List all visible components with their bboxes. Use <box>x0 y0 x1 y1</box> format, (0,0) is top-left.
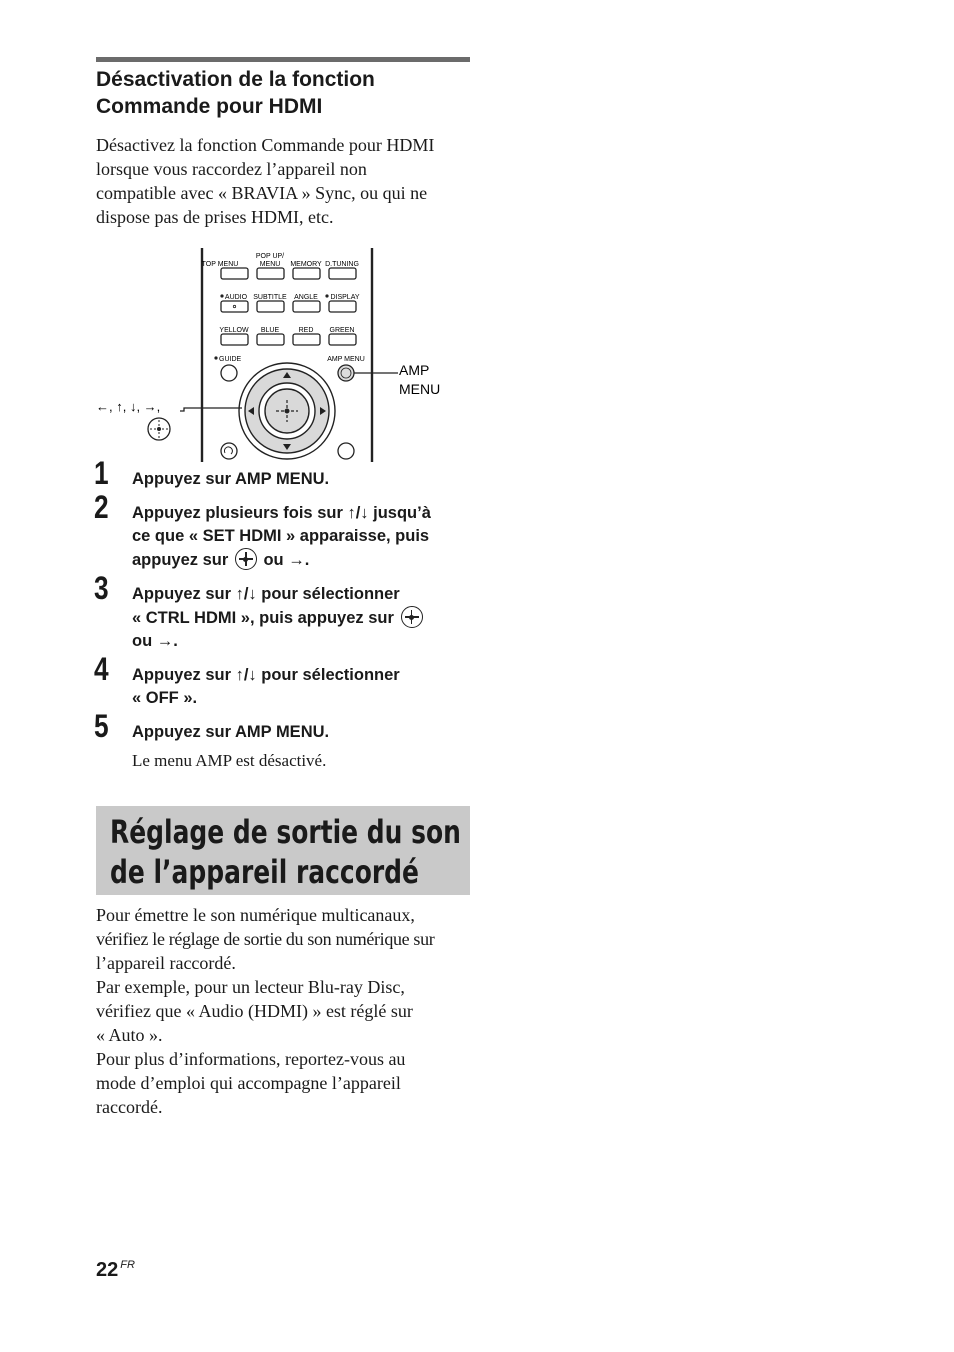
subtitle-label: SUBTITLE <box>253 294 287 301</box>
page-number-value: 22 <box>96 1259 119 1281</box>
blue-button <box>257 334 284 345</box>
body-line: « Auto ». <box>96 1025 163 1045</box>
top-menu-label: TOP MENU <box>201 261 239 268</box>
amp-menu-small-label: AMP MENU <box>327 356 365 363</box>
options-button <box>338 443 354 459</box>
heading-line-2: Commande pour HDMI <box>96 95 323 118</box>
dpad-enter-dot <box>285 409 290 414</box>
guide-dot <box>214 356 217 359</box>
section2-heading-box <box>96 806 470 895</box>
body-line: vérifiez le réglage de sortie du son numérique sur <box>96 929 435 949</box>
steps-list <box>94 455 474 773</box>
step-text: « CTRL HDMI », puis appuyez sur <box>132 609 394 627</box>
callout-enter-dot <box>157 427 161 431</box>
enter-icon <box>235 548 257 570</box>
display-button <box>329 301 356 312</box>
popup-label-1: POP UP/ <box>255 253 285 260</box>
amp-callout-line-2: MENU <box>399 381 441 397</box>
intro-line: dispose pas de prises HDMI, etc. <box>96 207 334 227</box>
step-2 <box>94 489 474 572</box>
step-text: ce que « SET HDMI » apparaisse, puis <box>132 527 430 545</box>
display-label: DISPLAY <box>330 294 360 301</box>
step-4 <box>94 651 474 710</box>
audio-label: AUDIO <box>224 294 248 301</box>
section2-paragraph <box>96 903 476 1119</box>
step-text: appuyez sur <box>132 551 229 569</box>
section2-heading <box>110 812 461 892</box>
display-dot <box>325 294 328 297</box>
dtuning-label: D.TUNING <box>325 261 359 268</box>
red-label: RED <box>298 327 314 334</box>
heading-line-1: Désactivation de la fonction <box>96 68 375 91</box>
step-text: Appuyez sur ↑/↓ pour sélectionner <box>132 666 400 684</box>
step-3 <box>94 570 474 653</box>
body-line: Pour plus d’informations, reportez-vous au <box>96 1049 406 1069</box>
section2-heading-line-2: de l’appareil raccordé <box>110 853 419 891</box>
amp-menu-button <box>338 365 354 381</box>
amp-callout-line-1: AMP <box>399 362 430 378</box>
intro-line: compatible avec « BRAVIA » Sync, ou qui ne <box>96 183 428 203</box>
guide-button <box>221 365 237 381</box>
top-menu-button <box>221 268 248 279</box>
step-text: ou →. <box>132 632 178 650</box>
step-number: 4 <box>94 651 109 687</box>
angle-label: ANGLE <box>294 294 318 301</box>
yellow-button <box>221 334 248 345</box>
return-button <box>221 443 237 459</box>
subtitle-button <box>257 301 284 312</box>
dtuning-button <box>329 268 356 279</box>
step-text: « OFF ». <box>132 689 198 707</box>
audio-button <box>221 301 248 312</box>
section2-heading-line-1: Réglage de sortie du son <box>110 813 461 851</box>
step-number: 5 <box>94 708 109 744</box>
popup-menu-button <box>257 268 284 279</box>
body-line: Par exemple, pour un lecteur Blu-ray Disc, <box>96 977 405 997</box>
arrows-callout-line <box>180 408 242 411</box>
memory-label: MEMORY <box>290 261 322 268</box>
step-number: 3 <box>94 570 109 606</box>
enter-icon <box>401 606 423 628</box>
step-text: Appuyez sur AMP MENU. <box>132 723 330 741</box>
yellow-label: YELLOW <box>219 327 249 334</box>
arrows-callout-label: ←, ↑, ↓, →, <box>96 399 161 414</box>
guide-label: GUIDE <box>219 356 242 363</box>
page-language-code: FR <box>120 1259 135 1271</box>
body-line: mode d’emploi qui accompagne l’appareil <box>96 1073 401 1093</box>
angle-button <box>293 301 320 312</box>
body-line: vérifiez que « Audio (HDMI) » est réglé sur <box>96 1001 413 1021</box>
intro-paragraph <box>96 133 476 229</box>
blue-label: BLUE <box>260 327 280 334</box>
red-button <box>293 334 320 345</box>
step-1 <box>94 455 474 491</box>
step-text: Appuyez sur AMP MENU. <box>132 470 330 488</box>
intro-line: lorsque vous raccordez l’appareil non <box>96 159 367 179</box>
page-number <box>96 1259 135 1282</box>
body-line: l’appareil raccordé. <box>96 953 236 973</box>
audio-tactile-dot <box>233 305 235 307</box>
step-number: 2 <box>94 489 109 525</box>
step-number: 1 <box>94 455 109 491</box>
section-top-rule <box>96 57 470 62</box>
remote-control-illustration <box>92 244 452 466</box>
intro-line: Désactivez la fonction Commande pour HDMI <box>96 135 435 155</box>
body-line: Pour émettre le son numérique multicanaux, <box>96 905 415 925</box>
step-text: ou →. <box>263 551 310 569</box>
step-text: Appuyez plusieurs fois sur ↑/↓ jusqu’à <box>132 504 431 522</box>
return-icon <box>224 447 232 454</box>
section-heading <box>96 66 476 120</box>
audio-dot <box>220 294 223 297</box>
body-line: raccordé. <box>96 1097 163 1117</box>
step-note: Le menu AMP est désactivé. <box>132 751 327 770</box>
memory-button <box>293 268 320 279</box>
step-5 <box>94 708 474 773</box>
step-text: Appuyez sur ↑/↓ pour sélectionner <box>132 585 400 603</box>
green-button <box>329 334 356 345</box>
popup-label-2: MENU <box>259 261 281 268</box>
green-label: GREEN <box>329 327 355 334</box>
